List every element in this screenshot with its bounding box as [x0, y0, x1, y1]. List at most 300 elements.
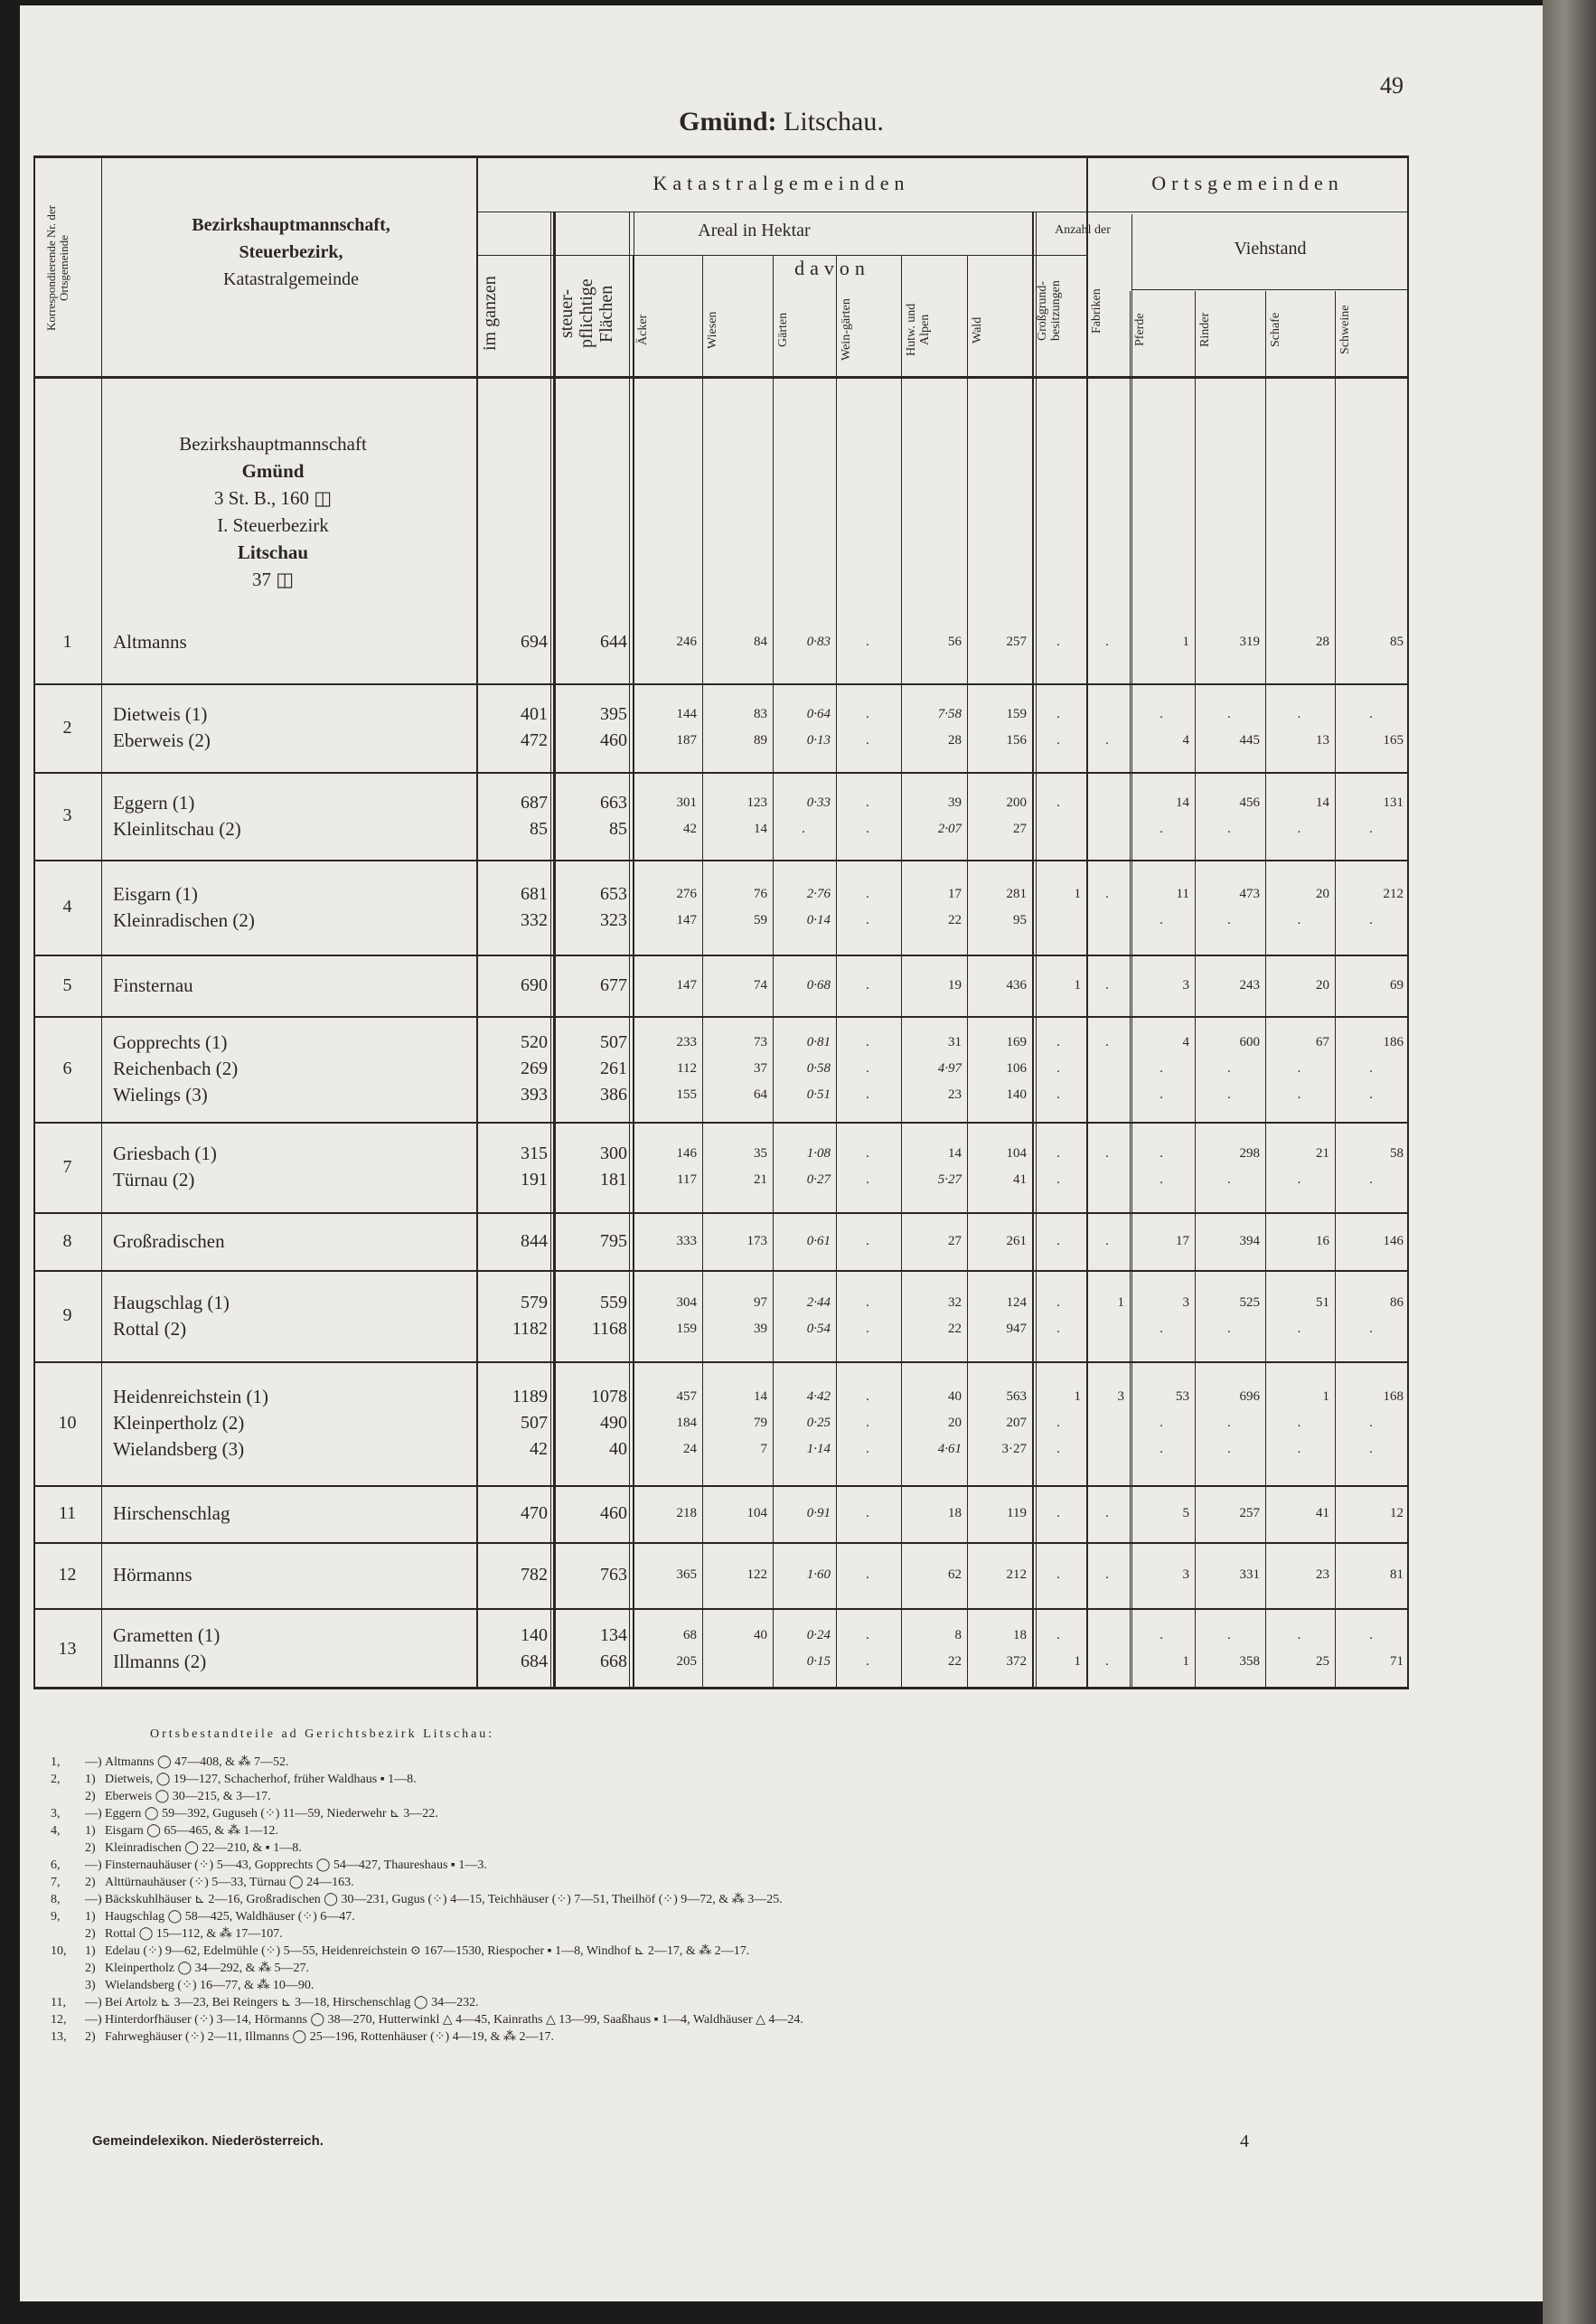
- footnote-text: Bei Artolz ⊾ 3—23, Bei Reingers ⊾ 3—18, Hirschenschlag ◯ 34—232.: [105, 1996, 479, 2009]
- cell-hutw: 27: [948, 1233, 962, 1248]
- cell-gross: .: [1056, 635, 1060, 649]
- footnote-number: 3,: [51, 1807, 61, 1821]
- footnote-sub: —): [85, 1807, 102, 1821]
- cell-hutw: 22: [948, 1321, 962, 1336]
- footnote-item: [51, 1891, 1406, 1908]
- footnote-sub: 1): [85, 1910, 96, 1924]
- cell-aeck: 457: [676, 1389, 697, 1404]
- cell-wald: 372: [1006, 1654, 1027, 1669]
- cell-wies: 74: [754, 977, 767, 993]
- cell-fabr: 1: [1117, 1294, 1124, 1310]
- footer-publication: Gemeindelexikon. Niederösterreich.: [92, 2133, 324, 2149]
- cell-gart: 0·15: [806, 1654, 831, 1669]
- cell-gart: 2·44: [806, 1294, 831, 1310]
- cell-ganz: 694: [521, 632, 548, 652]
- cell-schw: .: [1369, 1416, 1373, 1430]
- cell-gart: 0·81: [806, 1035, 831, 1049]
- cell-scha: 51: [1316, 1294, 1329, 1310]
- footnote-number: 7,: [51, 1876, 61, 1889]
- cell-aeck: 365: [676, 1567, 697, 1582]
- footnote-item: [51, 1822, 1406, 1839]
- footnote-sub: 2): [85, 1841, 96, 1855]
- grid-rule: [1032, 212, 1034, 1689]
- cell-wein: .: [866, 1087, 869, 1102]
- cadastral-community-name: Illmanns (2): [113, 1651, 207, 1672]
- cell-aeck: 304: [676, 1294, 697, 1310]
- footnote-sub: 2): [85, 1790, 96, 1803]
- cell-rind: .: [1227, 1321, 1231, 1336]
- cell-wald: 104: [1006, 1146, 1027, 1161]
- cell-gart: 0·54: [806, 1321, 831, 1336]
- cell-fabr: .: [1105, 1146, 1109, 1161]
- cell-pfer: 14: [1176, 795, 1189, 810]
- cell-scha: 28: [1316, 635, 1329, 649]
- cell-gross: .: [1056, 1233, 1060, 1248]
- page-number: 49: [1380, 72, 1404, 99]
- column-header-rind: Rinder: [1198, 312, 1212, 348]
- cell-wies: 21: [754, 1172, 767, 1187]
- cell-aeck: 112: [677, 1061, 697, 1076]
- cell-hutw: 19: [948, 977, 962, 993]
- footnote-number: 12,: [51, 2013, 67, 2027]
- row-number: 11: [58, 1503, 77, 1523]
- cell-fabr: .: [1105, 733, 1109, 748]
- cell-ganz: 315: [521, 1143, 548, 1163]
- cell-wein: .: [866, 912, 869, 927]
- cell-wein: .: [866, 1389, 869, 1404]
- cell-hutw: 2·07: [937, 821, 962, 836]
- cell-aeck: 187: [676, 733, 697, 748]
- footnote-number: [51, 1977, 85, 1994]
- cell-wein: .: [866, 977, 869, 993]
- cell-scha: 14: [1316, 795, 1329, 810]
- grid-rule: [901, 255, 902, 1689]
- cell-wald: 281: [1006, 886, 1027, 901]
- grid-rule: [33, 376, 1409, 379]
- footnote-item: [51, 1754, 1406, 1771]
- cell-wein: .: [866, 635, 869, 649]
- footnote-number: 8,: [51, 1893, 61, 1906]
- cell-ganz: 1182: [512, 1318, 548, 1339]
- cadastral-community-name: Grametten (1): [113, 1624, 221, 1646]
- cell-gart: 0·13: [806, 733, 831, 748]
- cell-scha: 16: [1316, 1233, 1329, 1248]
- cell-wein: .: [866, 1506, 869, 1520]
- cell-scha: .: [1297, 821, 1301, 836]
- cell-aeck: 117: [677, 1172, 697, 1187]
- cell-scha: 21: [1316, 1146, 1329, 1161]
- cell-gart: .: [802, 821, 805, 836]
- column-header-wies: Wiesen: [706, 311, 719, 349]
- cell-aeck: 155: [676, 1087, 697, 1102]
- row-number: 9: [62, 1305, 72, 1325]
- cell-rind: 358: [1239, 1654, 1260, 1669]
- cell-steu: 323: [600, 909, 627, 930]
- cell-gross: .: [1056, 1294, 1060, 1310]
- cell-ganz: 332: [521, 909, 548, 930]
- cell-schw: .: [1369, 1321, 1373, 1336]
- cell-fabr: 3: [1117, 1389, 1124, 1404]
- footnote-sub: —): [85, 2013, 102, 2027]
- footnote-text: Bäckskuhlhäuser ⊾ 2—16, Großradischen ◯ 30—231, Gugus (⁘) 4—15, Teichhäuser (⁘) 7—51, Theilhöf (⁘) 9—72, & ⁂ 3—25.: [105, 1893, 783, 1906]
- grid-rule: [1265, 291, 1266, 1689]
- cell-pfer: 4: [1182, 733, 1189, 748]
- cell-wald: 261: [1006, 1233, 1027, 1248]
- cell-gross: .: [1056, 1172, 1060, 1187]
- cell-scha: 13: [1316, 733, 1329, 748]
- count-header: Anzahl der: [1055, 223, 1111, 237]
- row-number: 13: [58, 1638, 77, 1659]
- grid-rule: [101, 155, 102, 1689]
- cell-wald: 207: [1006, 1416, 1027, 1430]
- cell-gart: 2·76: [806, 886, 831, 901]
- column-header-scha: Schafe: [1269, 312, 1282, 348]
- footnote-item: [51, 2028, 1406, 2046]
- cell-aeck: 24: [683, 1442, 697, 1456]
- cell-steu: 644: [600, 632, 627, 652]
- footnote-sub: —): [85, 1755, 102, 1769]
- cell-pfer: .: [1159, 1172, 1163, 1187]
- grid-rule: [33, 1361, 1409, 1363]
- cell-ganz: 687: [521, 792, 548, 813]
- cell-hutw: 5·27: [937, 1172, 962, 1187]
- cell-scha: .: [1297, 1442, 1301, 1456]
- cell-rind: .: [1227, 1416, 1231, 1430]
- cell-ganz: 401: [521, 704, 548, 724]
- cell-ganz: 140: [521, 1625, 548, 1645]
- cell-ganz: 844: [521, 1230, 548, 1251]
- footnote-number: 2,: [51, 1773, 61, 1786]
- cell-scha: .: [1297, 1628, 1301, 1642]
- cell-rind: 331: [1239, 1567, 1260, 1582]
- cell-wies: 64: [754, 1087, 767, 1102]
- cell-fabr: .: [1105, 1654, 1109, 1669]
- cell-ganz: 470: [521, 1503, 548, 1523]
- cell-gart: 4·42: [806, 1389, 831, 1404]
- grid-rule: [1131, 214, 1132, 1689]
- cell-hutw: 18: [948, 1506, 962, 1520]
- footnote-sub: 3): [85, 1979, 96, 1992]
- column-header-wein: Wein-gärten: [840, 298, 853, 362]
- cell-gart: 0·14: [806, 912, 831, 927]
- cell-gross: 1: [1074, 886, 1081, 901]
- footnote-sub: 2): [85, 2030, 96, 2044]
- cadastral-community-name: Kleinpertholz (2): [113, 1412, 245, 1434]
- cadastral-community-name: Griesbach (1): [113, 1143, 217, 1164]
- cell-scha: .: [1297, 1321, 1301, 1336]
- footnote-item: [51, 1874, 1406, 1891]
- cell-pfer: .: [1159, 821, 1163, 836]
- cell-wies: 84: [754, 635, 767, 649]
- cell-wies: 7: [760, 1442, 767, 1456]
- row-number: 6: [62, 1059, 72, 1078]
- cell-gart: 1·60: [806, 1567, 831, 1582]
- cell-wein: .: [866, 1035, 869, 1049]
- cell-scha: 1: [1322, 1389, 1329, 1404]
- footnote-item: [51, 1857, 1406, 1874]
- cell-pfer: 11: [1176, 886, 1189, 901]
- cell-rind: 319: [1239, 635, 1260, 649]
- cell-rind: .: [1227, 821, 1231, 836]
- cell-wald: 140: [1006, 1087, 1027, 1102]
- cell-fabr: .: [1105, 1035, 1109, 1049]
- cell-schw: 12: [1390, 1506, 1404, 1520]
- column-header-ganz: im ganzen: [480, 276, 500, 352]
- grid-rule: [33, 1608, 1409, 1610]
- grid-rule: [1195, 291, 1196, 1689]
- cell-rind: .: [1227, 1628, 1231, 1642]
- cell-gart: 0·27: [806, 1172, 831, 1187]
- cell-schw: .: [1369, 821, 1373, 836]
- cell-schw: .: [1369, 912, 1373, 927]
- footnote-sub: 2): [85, 1962, 96, 1975]
- footnote-item: [51, 2011, 1406, 2028]
- grid-rule: [1130, 291, 1131, 1689]
- cell-steu: 663: [600, 792, 627, 813]
- cell-gross: .: [1056, 1146, 1060, 1161]
- cell-pfer: .: [1159, 1442, 1163, 1456]
- footnote-item: [51, 1994, 1406, 2011]
- footnote-text: Eggern ◯ 59—392, Guguseh (⁘) 11—59, Niederwehr ⊾ 3—22.: [105, 1807, 438, 1821]
- cell-ganz: 507: [521, 1413, 548, 1433]
- cell-gart: 1·14: [806, 1442, 831, 1456]
- cadastral-community-name: Eberweis (2): [113, 729, 211, 751]
- cell-wies: 79: [754, 1416, 767, 1430]
- cell-pfer: 1: [1182, 635, 1189, 649]
- cell-rind: 394: [1239, 1233, 1260, 1248]
- cell-hutw: 4·61: [937, 1442, 962, 1456]
- footnote-number: 10,: [51, 1944, 67, 1958]
- cell-steu: 653: [600, 883, 627, 904]
- cell-ganz: 579: [521, 1292, 548, 1313]
- cell-pfer: .: [1159, 1061, 1163, 1076]
- cell-aeck: 205: [676, 1654, 697, 1669]
- cell-schw: 85: [1390, 635, 1404, 649]
- cell-schw: .: [1369, 707, 1373, 721]
- cell-wies: 73: [754, 1035, 767, 1049]
- cell-ganz: 520: [521, 1032, 548, 1052]
- cell-steu: 490: [600, 1413, 627, 1433]
- cell-ganz: 85: [530, 818, 548, 839]
- footnote-item: [51, 1960, 1406, 1977]
- cell-ganz: 393: [521, 1085, 548, 1105]
- grid-rule: [476, 155, 478, 1689]
- cell-aeck: 144: [676, 707, 697, 721]
- cell-schw: 165: [1383, 733, 1404, 748]
- column-header-gart: Gärten: [776, 312, 790, 348]
- column-header-schw: Schweine: [1338, 305, 1352, 355]
- cell-wies: 122: [746, 1567, 767, 1582]
- cell-scha: 23: [1316, 1567, 1329, 1582]
- cell-ganz: 690: [521, 974, 548, 995]
- cell-rind: 445: [1239, 733, 1260, 748]
- cell-rind: 298: [1239, 1146, 1260, 1161]
- cell-steu: 559: [600, 1292, 627, 1313]
- cell-hutw: 7·58: [937, 707, 962, 721]
- grid-rule: [1335, 291, 1336, 1689]
- cell-gross: .: [1056, 1321, 1060, 1336]
- footnote-number: 9,: [51, 1910, 61, 1924]
- cell-schw: 168: [1383, 1389, 1404, 1404]
- column-header-pfer: Pferde: [1133, 313, 1147, 347]
- cell-scha: .: [1297, 1061, 1301, 1076]
- row-number: 4: [62, 897, 72, 917]
- cell-scha: .: [1297, 1172, 1301, 1187]
- grid-rule: [967, 255, 968, 1689]
- grid-rule: [33, 1212, 1409, 1214]
- footnote-text: Haugschlag ◯ 58—425, Waldhäuser (⁘) 6—47.: [105, 1910, 355, 1924]
- cell-wald: 169: [1006, 1035, 1027, 1049]
- footnote-sub: 2): [85, 1927, 96, 1941]
- cell-wald: 212: [1006, 1567, 1027, 1582]
- cell-hutw: 56: [948, 635, 962, 649]
- cell-wein: .: [866, 1172, 869, 1187]
- cell-wies: 37: [754, 1061, 767, 1076]
- intro-authority: Bezirkshauptmannschaft: [179, 433, 367, 455]
- cell-schw: 81: [1390, 1567, 1404, 1582]
- cell-steu: 386: [600, 1085, 627, 1105]
- cell-gross: 1: [1074, 1389, 1081, 1404]
- cell-pfer: 53: [1176, 1389, 1189, 1404]
- cadastral-community-name: Gopprechts (1): [113, 1031, 228, 1053]
- cell-wein: .: [866, 707, 869, 721]
- cell-wald: 106: [1006, 1061, 1027, 1076]
- footnote-text: Eberweis ◯ 30—215, & 3—17.: [105, 1790, 271, 1803]
- cadastral-community-name: Reichenbach (2): [113, 1058, 239, 1079]
- cell-wein: .: [866, 1654, 869, 1669]
- cell-schw: 71: [1390, 1654, 1404, 1669]
- cell-hutw: 39: [948, 795, 962, 810]
- cell-pfer: 5: [1182, 1506, 1189, 1520]
- cell-wies: 14: [754, 1389, 767, 1404]
- cell-rind: .: [1227, 1061, 1231, 1076]
- row-number: 7: [62, 1156, 72, 1177]
- column-header-gross: Großgrund-besitzungen: [1036, 280, 1063, 342]
- cell-scha: .: [1297, 912, 1301, 927]
- footnote-sub: 2): [85, 1876, 96, 1889]
- cell-gart: 0·61: [806, 1233, 831, 1248]
- footnote-number: [51, 1960, 85, 1977]
- cell-schw: 69: [1390, 977, 1404, 993]
- cell-hutw: 22: [948, 1654, 962, 1669]
- cell-schw: 212: [1383, 886, 1404, 901]
- cell-wein: .: [866, 1146, 869, 1161]
- grid-rule: [1036, 212, 1037, 1689]
- footnote-text: Edelau (⁘) 9—62, Edelmühle (⁘) 5—55, Heidenreichstein ⊙ 167—1530, Riespocher ▪ 1—8, Windhof ⊾ 2—17, & ⁂ 2—17.: [105, 1944, 750, 1958]
- cell-hutw: 62: [948, 1567, 962, 1582]
- cell-ganz: 782: [521, 1565, 548, 1585]
- cell-wein: .: [866, 1294, 869, 1310]
- cell-pfer: 3: [1182, 1294, 1189, 1310]
- footnote-item: [51, 1788, 1406, 1805]
- cell-wies: 83: [754, 707, 767, 721]
- cell-steu: 1078: [591, 1387, 627, 1407]
- cell-wald: 563: [1006, 1389, 1027, 1404]
- column-header-aeck: Äcker: [636, 314, 650, 346]
- cell-aeck: 246: [676, 635, 697, 649]
- grid-rule: [33, 772, 1409, 774]
- cell-gross: .: [1056, 795, 1060, 810]
- cell-aeck: 184: [676, 1416, 697, 1430]
- cell-gross: .: [1056, 707, 1060, 721]
- livestock-header: Viehstand: [1234, 239, 1307, 259]
- cell-schw: 146: [1383, 1233, 1404, 1248]
- footnote-text: Alttürnauhäuser (⁘) 5—33, Türnau ◯ 24—163.: [105, 1876, 354, 1889]
- cell-scha: 25: [1316, 1654, 1329, 1669]
- footnotes-list: [51, 1754, 1406, 2046]
- footnote-item: [51, 1908, 1406, 1925]
- cell-wald: 18: [1013, 1628, 1027, 1642]
- cell-schw: 58: [1390, 1146, 1404, 1161]
- cell-rind: .: [1227, 1442, 1231, 1456]
- footnote-sub: —): [85, 1858, 102, 1872]
- cell-schw: 186: [1383, 1035, 1404, 1049]
- cell-hutw: 23: [948, 1087, 962, 1102]
- cell-aeck: 42: [683, 821, 697, 836]
- cell-rind: .: [1227, 1087, 1231, 1102]
- footnote-item: [51, 1943, 1406, 1960]
- cell-ganz: 191: [521, 1170, 548, 1190]
- cell-wies: 35: [754, 1146, 767, 1161]
- intro-tax-district: I. Steuerbezirk: [217, 514, 329, 536]
- cell-schw: .: [1369, 1628, 1373, 1642]
- cell-hutw: 40: [948, 1389, 962, 1404]
- grid-rule: [836, 255, 837, 1689]
- cell-pfer: 17: [1176, 1233, 1189, 1248]
- cell-wald: 3·27: [1001, 1442, 1027, 1456]
- cell-gart: 0·58: [806, 1061, 831, 1076]
- cadastral-community-name: Heidenreichstein (1): [113, 1386, 269, 1407]
- cell-gart: 0·25: [806, 1416, 831, 1430]
- cell-gross: .: [1056, 1035, 1060, 1049]
- column-header-wald: Wald: [971, 316, 984, 343]
- cell-steu: 795: [600, 1230, 627, 1251]
- row-number: 5: [62, 974, 72, 995]
- footnote-number: [51, 1925, 85, 1943]
- cell-wies: 40: [754, 1628, 767, 1642]
- cell-wein: .: [866, 1567, 869, 1582]
- cell-schw: .: [1369, 1442, 1373, 1456]
- footnote-sub: —): [85, 1996, 102, 2009]
- cell-schw: .: [1369, 1087, 1373, 1102]
- cell-wein: .: [866, 886, 869, 901]
- footnote-text: Altmanns ◯ 47—408, & ⁂ 7—52.: [105, 1755, 289, 1769]
- cell-aeck: 218: [676, 1506, 697, 1520]
- district-header-line1: Bezirkshauptmannschaft,: [192, 215, 390, 235]
- cell-pfer: .: [1159, 1416, 1163, 1430]
- cell-steu: 677: [600, 974, 627, 995]
- cell-steu: 134: [600, 1625, 627, 1645]
- grid-rule: [33, 1542, 1409, 1544]
- grid-rule: [33, 1485, 1409, 1487]
- footnote-item: [51, 1839, 1406, 1857]
- footnote-number: [51, 1839, 85, 1857]
- footnotes: [51, 1726, 1406, 2046]
- cell-rind: 600: [1239, 1035, 1260, 1049]
- cell-pfer: .: [1159, 1087, 1163, 1102]
- cell-wein: .: [866, 1442, 869, 1456]
- footnote-text: Fahrweghäuser (⁘) 2—11, Illmanns ◯ 25—196, Rottenhäuser (⁘) 4—19, & ⁂ 2—17.: [105, 2030, 555, 2044]
- cell-steu: 40: [609, 1439, 627, 1459]
- cell-gross: .: [1056, 1442, 1060, 1456]
- cell-hutw: 28: [948, 733, 962, 748]
- footnote-text: Dietweis, ◯ 19—127, Schacherhof, früher Waldhaus ▪ 1—8.: [105, 1773, 417, 1786]
- footnote-sub: 1): [85, 1773, 96, 1786]
- cell-pfer: 4: [1182, 1035, 1189, 1049]
- cell-scha: 20: [1316, 886, 1329, 901]
- row-number: 12: [58, 1565, 77, 1585]
- cell-pfer: .: [1159, 1146, 1163, 1161]
